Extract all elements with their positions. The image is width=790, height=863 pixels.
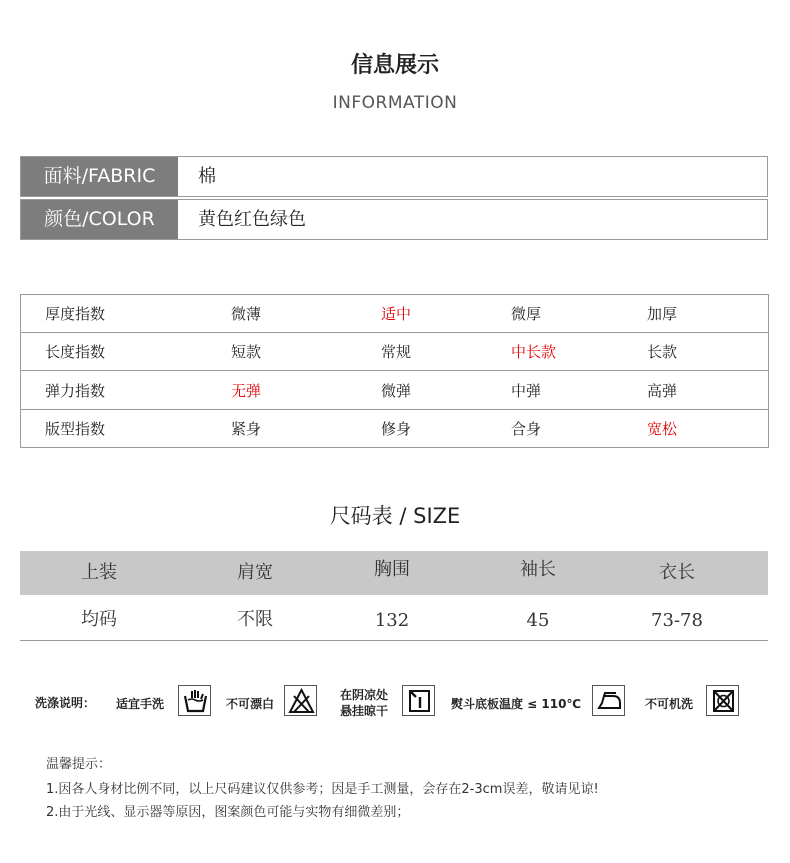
index-option: 微厚	[511, 305, 542, 323]
size-cell: 73-78	[651, 610, 703, 631]
index-option-selected: 无弹	[231, 382, 262, 400]
no-bleach-icon	[284, 685, 317, 716]
size-cell: 45	[526, 610, 550, 631]
tips-title: 温馨提示：	[46, 757, 112, 772]
info-subtitle: INFORMATION	[332, 93, 458, 113]
color-row	[20, 199, 768, 240]
color-value: 黄色红色绿色	[198, 209, 306, 230]
index-option: 长款	[647, 343, 678, 361]
color-label: 颜色/COLOR	[21, 200, 178, 239]
no-machine-wash-icon	[706, 685, 739, 716]
size-header-cell: 上装	[81, 562, 117, 583]
fabric-label: 面料/FABRIC	[21, 157, 178, 196]
size-cell: 132	[374, 610, 410, 631]
size-header-cell: 袖长	[520, 559, 556, 580]
iron-icon	[592, 685, 625, 716]
index-row-label: 弹力指数	[45, 382, 106, 400]
hand-wash-icon	[178, 685, 211, 716]
index-option: 合身	[511, 420, 542, 438]
index-option: 加厚	[647, 305, 678, 323]
size-header-cell: 肩宽	[237, 562, 273, 583]
index-option: 中弹	[511, 382, 542, 400]
index-row-label: 厚度指数	[45, 305, 106, 323]
index-option: 短款	[231, 343, 262, 361]
wash-text-dry-2: 悬挂晾干	[340, 704, 389, 718]
tips-line-2: 2.由于光线、显示器等原因，图案颜色可能与实物有细微差别；	[46, 805, 410, 820]
size-header-cell: 衣长	[659, 562, 695, 583]
index-option-selected: 适中	[381, 305, 412, 323]
wash-text-iron: 熨斗底板温度 ≤ 110℃	[451, 697, 581, 711]
index-row-label: 版型指数	[45, 420, 106, 438]
index-option-selected: 宽松	[647, 420, 678, 438]
size-table-header	[20, 551, 768, 595]
washing-label: 洗涤说明：	[35, 696, 96, 710]
size-header-cell: 胸围	[374, 559, 410, 580]
size-title: 尺码表 / SIZE	[329, 504, 461, 528]
index-option: 常规	[381, 343, 412, 361]
index-option-selected: 中长款	[511, 343, 557, 361]
wash-text-machine: 不可机洗	[645, 697, 694, 711]
index-option: 修身	[381, 420, 412, 438]
wash-text-dry-1: 在阴凉处	[340, 688, 389, 702]
index-row	[21, 372, 768, 410]
index-row	[21, 333, 768, 371]
tips-line-1: 1.因各人身材比例不同，以上尺码建议仅供参考；因是手工测量，会存在2-3cm误差，敬请见谅!	[46, 782, 599, 797]
info-title: 信息展示	[350, 53, 439, 78]
index-option: 微弹	[381, 382, 412, 400]
wash-text-hand: 适宜手洗	[116, 697, 165, 711]
index-row	[21, 410, 768, 448]
wash-text-bleach: 不可漂白	[226, 697, 275, 711]
line-dry-shade-icon	[402, 685, 435, 716]
index-option: 微薄	[231, 305, 262, 323]
index-row-label: 长度指数	[45, 343, 106, 361]
size-cell: 不限	[237, 609, 273, 630]
size-cell: 均码	[81, 609, 117, 630]
index-table	[20, 294, 769, 448]
index-row	[21, 295, 768, 333]
index-option: 高弹	[647, 382, 678, 400]
fabric-row	[20, 156, 768, 197]
fabric-value: 棉	[198, 166, 216, 187]
index-option: 紧身	[231, 420, 262, 438]
size-table-row	[20, 596, 768, 641]
